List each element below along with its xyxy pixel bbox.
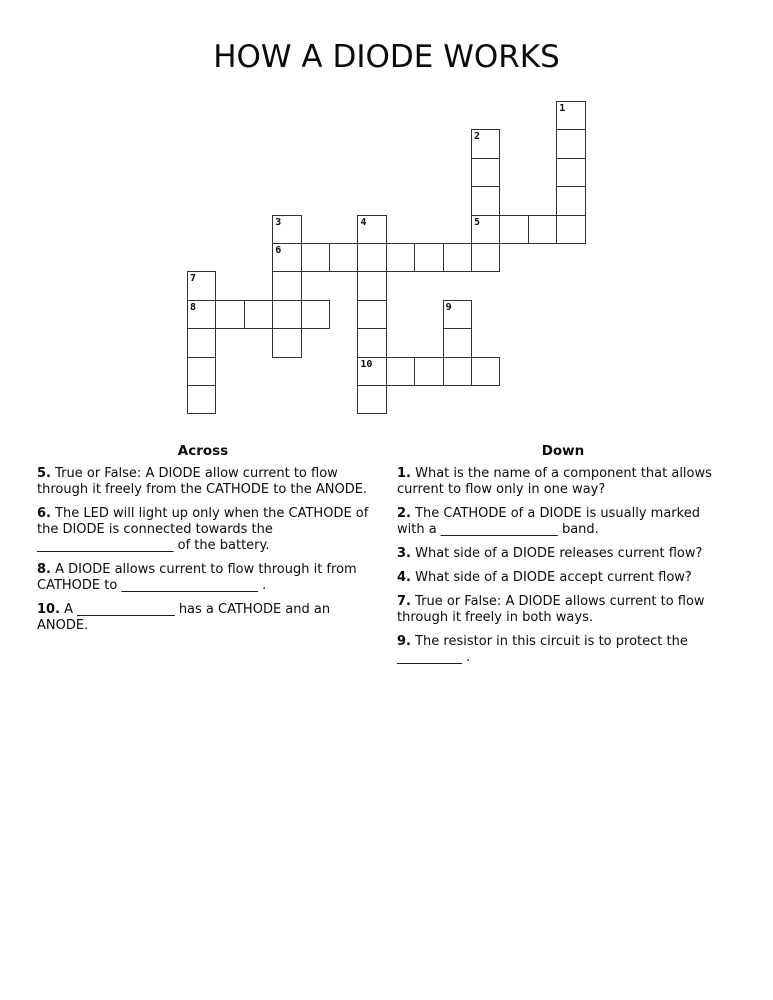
grid-cell[interactable]	[556, 101, 585, 130]
clue-number: 10.	[37, 602, 61, 617]
clue-number: 9.	[397, 634, 411, 649]
clue-item: 10. A _______________ has a CATHODE and an ANODE.	[37, 602, 331, 633]
grid-cell[interactable]	[272, 328, 301, 357]
grid-cell[interactable]	[187, 385, 216, 414]
grid-cell[interactable]	[301, 243, 330, 272]
grid-cell[interactable]	[443, 300, 472, 329]
clue-item: 5. True or False: A DIODE allow current to flow through it freely from the CATHODE to the ANODE.	[37, 466, 368, 497]
grid-cell[interactable]	[187, 328, 216, 357]
clue-number: 2.	[397, 506, 411, 521]
cell-number: 10	[360, 358, 373, 370]
clue-item: 3. What side of a DIODE releases current flow?	[397, 546, 703, 561]
grid-cell[interactable]	[414, 357, 443, 386]
cell-number: 7	[190, 273, 197, 285]
clue-item: 9. The resistor in this circuit is to protect the __________ .	[397, 634, 688, 665]
cell-number: 1	[559, 103, 566, 114]
grid-cell[interactable]	[471, 357, 500, 386]
grid-cell[interactable]	[443, 357, 472, 386]
grid-cell[interactable]	[187, 271, 216, 300]
page-title: HOW A DIODE WORKS	[213, 39, 560, 75]
across-header: Across	[177, 443, 229, 459]
clue-number: 5.	[37, 466, 51, 481]
clue-item: 4. What side of a DIODE accept current flow?	[397, 570, 692, 585]
clue-number: 3.	[397, 546, 411, 561]
grid-cell[interactable]	[471, 186, 500, 215]
grid-cell[interactable]	[187, 357, 216, 386]
cell-number: 8	[190, 301, 197, 313]
grid-cell[interactable]	[471, 243, 500, 272]
down-clue-list	[397, 466, 729, 666]
cell-number: 6	[275, 245, 282, 256]
grid-cell[interactable]	[556, 158, 585, 187]
clue-number: 7.	[397, 594, 411, 609]
cell-number: 4	[360, 216, 367, 228]
grid-cell[interactable]	[528, 215, 557, 244]
clue-number: 8.	[37, 562, 51, 577]
grid-cell[interactable]	[556, 186, 585, 215]
grid-cell[interactable]	[471, 129, 500, 158]
grid-cell[interactable]	[272, 271, 301, 300]
clue-number: 1.	[397, 466, 411, 481]
grid-cell[interactable]	[471, 158, 500, 187]
cell-number: 3	[275, 216, 282, 228]
grid-cell[interactable]	[272, 300, 301, 329]
across-clue-list	[37, 466, 369, 634]
grid-cell[interactable]	[443, 328, 472, 357]
cell-number: 5	[474, 216, 481, 228]
down-header: Down	[541, 443, 585, 459]
clue-number: 6.	[37, 506, 51, 521]
grid-cell[interactable]	[187, 300, 216, 329]
grid-cell[interactable]	[471, 215, 500, 244]
grid-cell[interactable]	[272, 243, 301, 272]
grid-cell[interactable]	[357, 215, 386, 244]
clue-item: 1. What is the name of a component that allows current to flow only in one way?	[397, 466, 712, 497]
grid-cell[interactable]	[357, 271, 386, 300]
clue-item: 2. The CATHODE of a DIODE is usually marked with a __________________ band.	[397, 506, 700, 537]
grid-cell[interactable]	[357, 328, 386, 357]
grid-cell[interactable]	[414, 243, 443, 272]
clue-item: 8. A DIODE allows current to flow through it from CATHODE to _____________________ .	[37, 562, 357, 593]
grid-cell[interactable]	[301, 300, 330, 329]
grid-cell[interactable]	[386, 357, 415, 386]
clue-item: 6. The LED will light up only when the CATHODE of the DIODE is connected towards the _____________________ of the battery.	[37, 506, 369, 553]
grid-cell[interactable]	[329, 243, 358, 272]
clue-item: 7. True or False: A DIODE allows current to flow through it freely in both ways.	[397, 594, 705, 625]
across-section	[37, 443, 369, 642]
grid-cell[interactable]	[357, 385, 386, 414]
grid-cell[interactable]	[357, 357, 386, 386]
grid-cell[interactable]	[357, 300, 386, 329]
grid-cell[interactable]	[556, 129, 585, 158]
grid-cell[interactable]	[272, 215, 301, 244]
cell-number: 2	[474, 131, 481, 143]
grid-cell[interactable]	[244, 300, 273, 329]
clue-number: 4.	[397, 570, 411, 585]
grid-cell[interactable]	[443, 243, 472, 272]
grid-cell[interactable]	[386, 243, 415, 272]
cell-number: 9	[445, 301, 452, 313]
crossword-grid	[187, 101, 586, 415]
grid-cell[interactable]	[357, 243, 386, 272]
grid-cell[interactable]	[499, 215, 528, 244]
grid-cell[interactable]	[215, 300, 244, 329]
down-section	[397, 443, 729, 674]
grid-cell[interactable]	[556, 215, 585, 244]
